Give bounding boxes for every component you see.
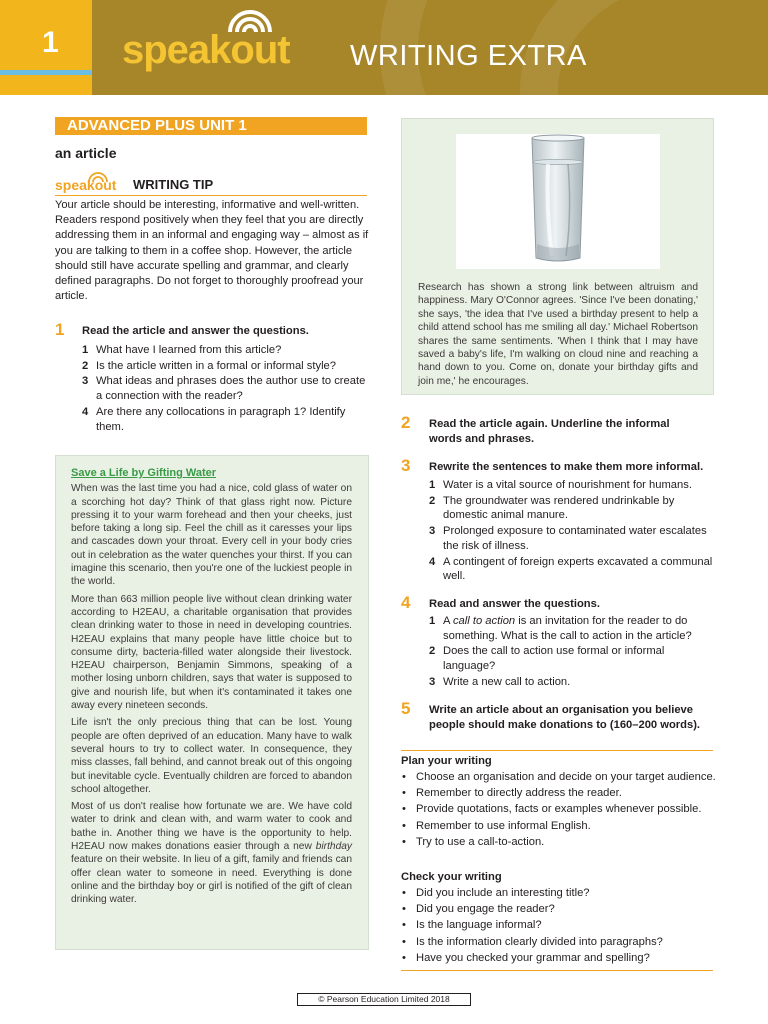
unit-tab-stripe	[0, 70, 92, 75]
unit-number: 1	[42, 26, 59, 59]
divider	[401, 970, 713, 971]
brand-logo: speakout	[122, 28, 290, 72]
question-item: 4 A contingent of foreign experts excavated a communal well.	[429, 555, 713, 583]
question-item: 1 What have I learned from this article?	[82, 344, 282, 356]
glass-of-water-photo	[456, 134, 660, 269]
question-item: 3 Write a new call to action.	[429, 675, 571, 688]
list-item: • Have you checked your grammar and spelling?	[401, 951, 716, 966]
tip-text: Your article should be interesting, informative and well-written. Readers respond positively when they feel that you are directly addressing them in an informal and engaging way – almost as if you are talking to them in a coffee shop. However, the article should still have accurate spelling and grammar, and clearly defined paragraphs. Do not forget to thoroughly proofread your article.	[55, 199, 369, 303]
divider	[55, 195, 367, 196]
plan-list	[401, 770, 716, 851]
signal-arcs-icon	[86, 171, 110, 183]
check-list	[401, 886, 716, 967]
tip-title: WRITING TIP	[133, 177, 214, 192]
question-item: 2 Is the article written in a formal or informal style?	[82, 359, 336, 372]
question-item: 1 A call to action is an invitation for the reader to do something. What is the call to action in the article?	[429, 615, 692, 642]
unit-tab	[0, 0, 92, 95]
exercise-4-instruction: Read and answer the questions.	[429, 598, 600, 610]
list-item: • Try to use a call-to-action.	[401, 835, 716, 850]
exercise-3-number: 3	[401, 456, 411, 475]
exercise-4-questions	[429, 614, 719, 691]
list-item: • Provide quotations, facts or examples whenever possible.	[401, 802, 716, 817]
exercise-3-questions	[429, 478, 714, 585]
image-box	[401, 118, 714, 395]
exercise-4-number: 4	[401, 593, 411, 612]
question-item: 4 Are there any collocations in paragraph 1? Identify them.	[82, 405, 346, 433]
exercise-3-instruction: Rewrite the sentences to make them more informal.	[429, 461, 704, 473]
exercise-2-instruction: Read the article again. Underline the informal words and phrases.	[429, 418, 670, 445]
list-item: • Is the information clearly divided into paragraphs?	[401, 935, 716, 950]
article-paragraph: Most of us don't realise how fortunate we are. We have cold water to drink and clean with, and warm water to cook and bathe in. Another thing we have is the opportunity to help. H2EAU now makes donations easier through a new birthday feature on their website. In lieu of a gift, family and friends can offer clean water to someone in need. Everything is done online and the birthday boy or girl is notified of the gift of clean drinking water.	[71, 801, 352, 906]
article-title: Save a Life by Gifting Water	[71, 467, 217, 479]
plan-heading: Plan your writing	[401, 755, 492, 767]
exercise-1-number: 1	[55, 320, 65, 339]
exercise-2-number: 2	[401, 413, 411, 432]
question-item: 1 Water is a vital source of nourishment for humans.	[429, 479, 692, 491]
copyright-footer: © Pearson Education Limited 2018	[297, 993, 471, 1006]
list-item: • Is the language informal?	[401, 918, 716, 933]
list-item: • Remember to directly address the reader.	[401, 786, 716, 801]
list-item: • Did you include an interesting title?	[401, 886, 716, 901]
check-heading: Check your writing	[401, 871, 502, 883]
exercise-1-instruction: Read the article and answer the questions.	[82, 325, 309, 337]
tip-brand-logo: speakout	[55, 177, 117, 193]
question-item: 3 Prolonged exposure to contaminated water escalates the risk of illness.	[429, 525, 707, 552]
unit-label: ADVANCED PLUS UNIT 1	[55, 117, 367, 135]
list-item: • Remember to use informal English.	[401, 819, 716, 834]
article-paragraph: Life isn't the only precious thing that can be lost. Young people are often deprived of an education. Many have to walk several hours to try to collect water. In consequence, they miss classes, fall behind, and cannot break out of this ongoing but inevitable cycle. Eventually children are forced to abandon school altogether.	[71, 717, 352, 795]
exercise-1-questions	[82, 343, 367, 435]
article-paragraph: More than 663 million people live without clean drinking water according to H2EAU, a charitable organisation that provides clean drinking water to those in need in developing countries. H2EAU explains that many people have little choice but to consume dirty, bacteria-filled water alongside their livestock. H2EAU chairperson, Benjamin Simmons, speaking of a mother losing unborn children, says that water is supposed to give and nourish life, but when it's contaminated it takes one away every nineteen seconds.	[71, 593, 352, 712]
question-item: 2 Does the call to action use formal or informal language?	[429, 645, 665, 673]
signal-arcs-icon	[222, 4, 278, 34]
article-box	[55, 455, 369, 950]
section-heading: an article	[55, 145, 117, 161]
image-caption: Research has shown a strong link between altruism and happiness. Mary O'Connor agrees. 'Since I've been donating,' she says, 'the idea that I've used a birthday present to help a child attend school has me smiling all day.' Michael Robertson shares the same sentiments. 'When I think that I may have saved a baby's life, I'm walking on cloud nine and reaching a hand down to you. Come on, donate your birthday gifts and join me,' he encourages.	[418, 282, 698, 387]
list-item: • Choose an organisation and decide on your target audience.	[401, 770, 716, 785]
divider	[401, 750, 713, 751]
exercise-5-instruction: Write an article about an organisation you believe people should make donations to (160–200 words).	[429, 704, 701, 731]
header-title: WRITING EXTRA	[350, 40, 587, 72]
question-item: 2 The groundwater was rendered undrinkable by domestic animal manure.	[429, 494, 675, 522]
question-item: 3 What ideas and phrases does the author use to create a connection with the reader?	[82, 375, 366, 403]
list-item: • Did you engage the reader?	[401, 902, 716, 917]
page-header	[0, 0, 768, 95]
article-paragraph: When was the last time you had a nice, cold glass of water on a scorching hot day? Think of that glass right now. Picture pressing it to your warm forehead and then your cheeks, just before taking a long sip. Feel the chill as it caresses your lips and cascades down your throat. Every cell in your body cries out in celebration as the water quenches your thirst. If you can imagine this scenario, then you're one of the luckiest people in the world.	[71, 483, 352, 588]
exercise-5-number: 5	[401, 699, 411, 718]
